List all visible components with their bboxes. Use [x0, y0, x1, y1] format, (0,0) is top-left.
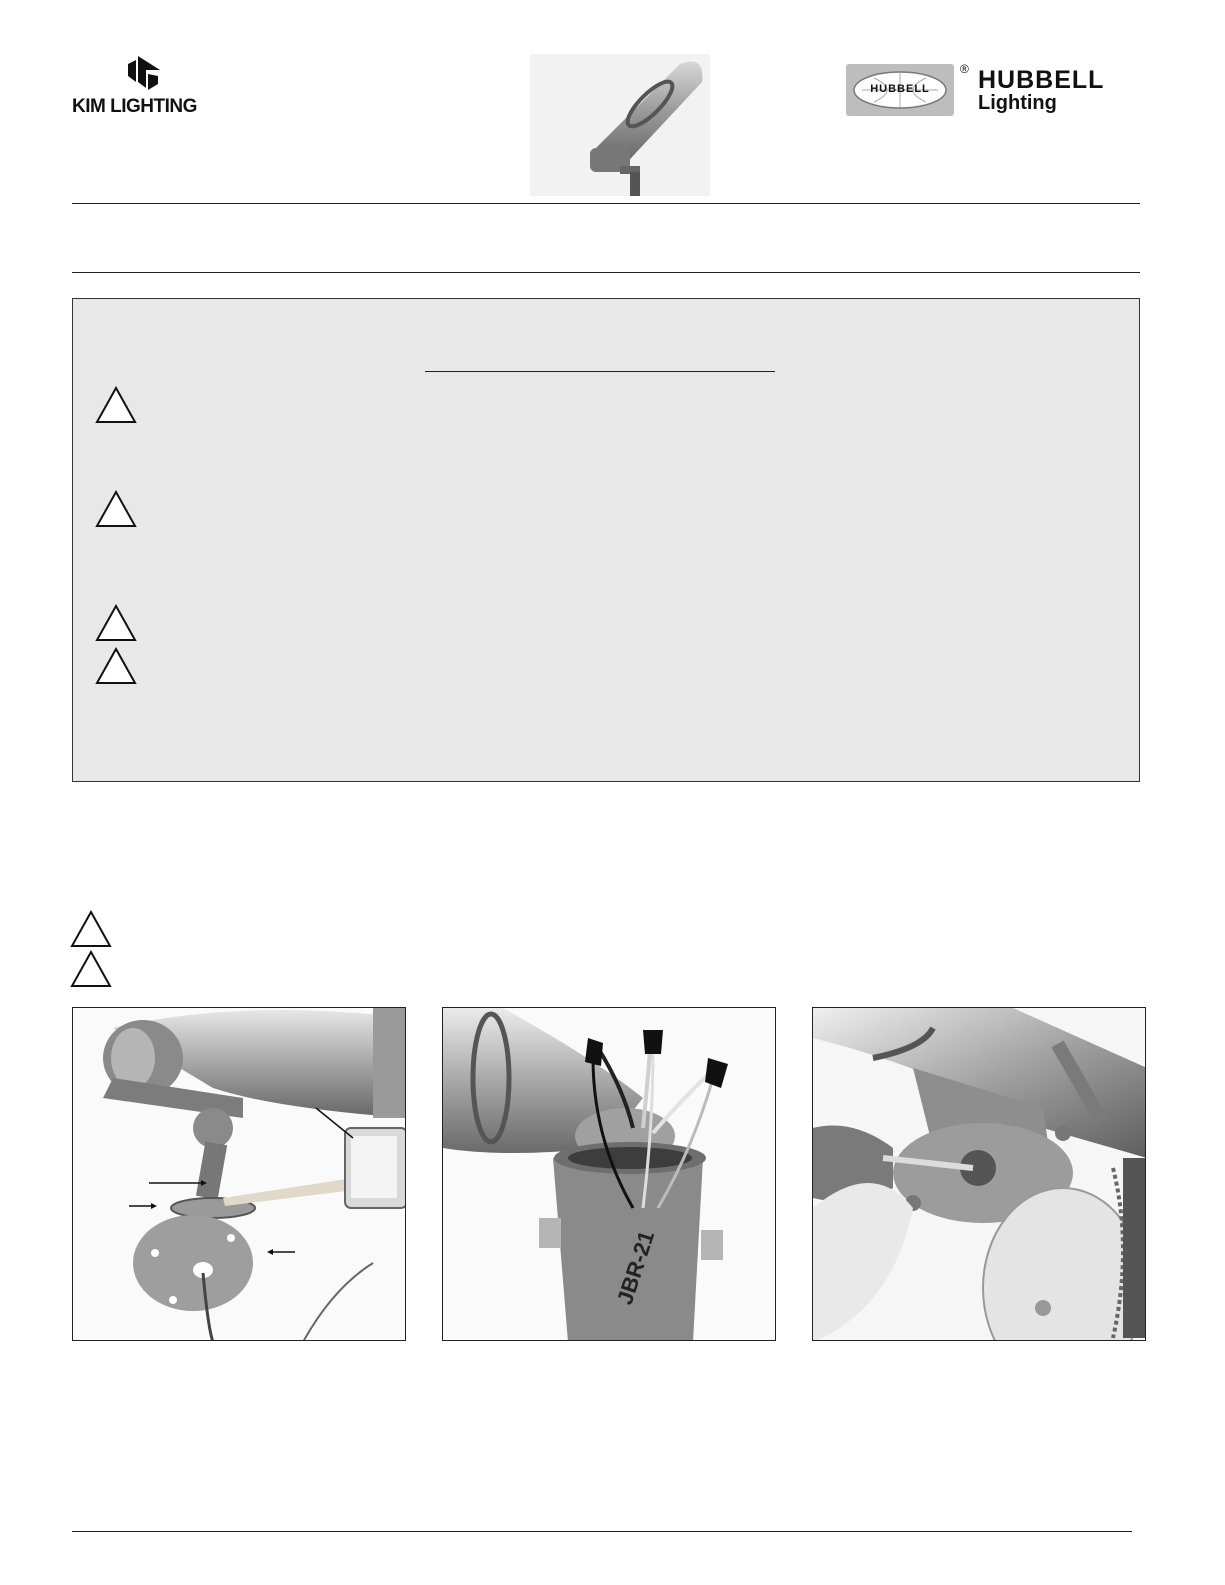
installation-photo-2 [442, 1007, 776, 1341]
kim-logo-text: KIM LIGHTING [72, 96, 197, 117]
kim-lighting-logo [72, 54, 222, 124]
header-rule-bottom [72, 272, 1140, 273]
kim-arrow-logo-icon [124, 54, 164, 92]
footer-rule [72, 1531, 1132, 1532]
safety-warning-box [72, 298, 1140, 782]
product-photo-header [530, 54, 710, 196]
warning-heading-underline [425, 371, 775, 372]
warning-triangle-icon [70, 950, 112, 988]
warning-triangle-icon [70, 910, 112, 948]
lighting-wordmark: Lighting [978, 92, 1057, 114]
hubbell-lighting-logo [846, 62, 1136, 118]
hubbell-wordmark: HUBBELL [978, 66, 1105, 94]
registered-mark: ® [960, 62, 969, 76]
installation-photo-1 [72, 1007, 406, 1341]
jbr-21-label: JBR-21 [611, 1227, 660, 1308]
warning-triangle-icon [95, 604, 137, 642]
warning-triangle-icon [95, 647, 137, 685]
hubbell-globe-badge-icon [846, 64, 954, 116]
header-rule-top [72, 203, 1140, 204]
hubbell-badge-text: HUBBELL [870, 83, 930, 95]
warning-triangle-icon [95, 490, 137, 528]
installation-photo-3 [812, 1007, 1146, 1341]
warning-triangle-icon [95, 386, 137, 424]
